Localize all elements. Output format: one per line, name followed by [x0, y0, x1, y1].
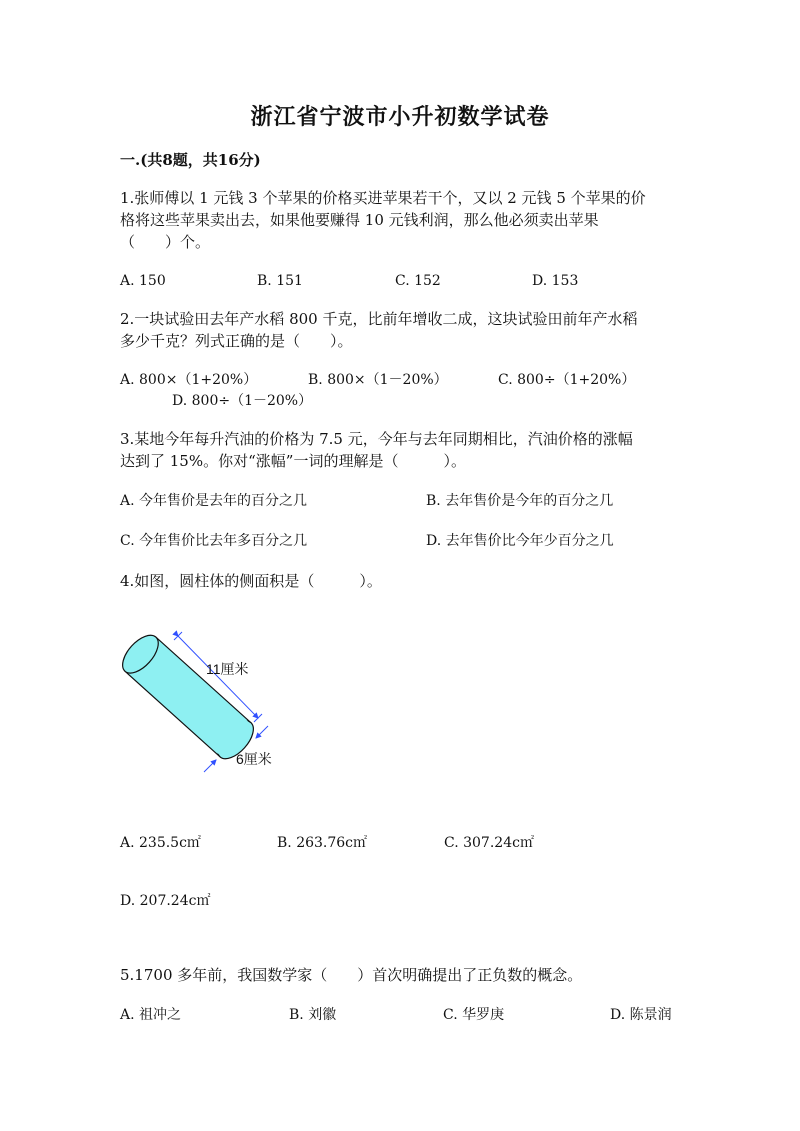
- cylinder-figure: [118, 622, 288, 782]
- question-4-option-c: C. 307.24c㎡: [444, 835, 534, 851]
- section-heading: 一.(共8题，共16分): [120, 151, 261, 169]
- question-2-line-2: 多少千克？列式正确的是（ ）。: [120, 332, 353, 350]
- length-label: 11厘米: [206, 661, 249, 677]
- question-2-option-b: B. 800×（1－20%）: [308, 372, 448, 388]
- question-1-option-c: C. 152: [395, 273, 441, 289]
- question-1-line-1: 1.张师傅以 1 元钱 3 个苹果的价格买进苹果若干个，又以 2 元钱 5 个苹果的价: [120, 189, 646, 207]
- question-1-option-d: D. 153: [532, 273, 579, 289]
- question-3-line-1: 3.某地今年每升汽油的价格为 7.5 元，今年与去年同期相比，汽油价格的涨幅: [120, 430, 633, 448]
- question-3-option-d: D. 去年售价比今年少百分之几: [426, 533, 614, 549]
- question-3-option-a: A. 今年售价是去年的百分之几: [120, 493, 308, 509]
- question-2-line-1: 2.一块试验田去年产水稻 800 千克，比前年增收二成，这块试验田前年产水稻: [120, 310, 638, 328]
- question-5-option-d: D. 陈景润: [610, 1007, 672, 1023]
- question-3-line-2: 达到了 15%。你对“涨幅”一词的理解是（ ）。: [120, 452, 466, 470]
- question-3-option-c: C. 今年售价比去年多百分之几: [120, 533, 308, 549]
- question-1-option-a: A. 150: [120, 273, 166, 289]
- page-title: 浙江省宁波市小升初数学试卷: [250, 104, 550, 130]
- question-1-option-b: B. 151: [257, 273, 303, 289]
- diameter-arrow-bottom: [204, 760, 216, 772]
- question-3-option-b: B. 去年售价是今年的百分之几: [426, 493, 614, 509]
- question-5-option-c: C. 华罗庚: [443, 1007, 505, 1023]
- question-2-option-d: D. 800÷（1－20%）: [172, 393, 313, 409]
- diameter-arrow-top: [256, 726, 268, 738]
- question-1-line-2: 格将这些苹果卖出去，如果他要赚得 10 元钱利润，那么他必须卖出苹果: [120, 211, 599, 229]
- question-5-line-1: 5.1700 多年前，我国数学家（ ）首次明确提出了正负数的概念。: [120, 966, 583, 984]
- question-2-option-a: A. 800×（1+20%）: [120, 372, 258, 388]
- question-1-line-3: （ ）个。: [120, 233, 211, 251]
- diameter-label: 6厘米: [236, 751, 272, 767]
- question-5-option-a: A. 祖冲之: [120, 1007, 182, 1023]
- question-4-option-b: B. 263.76c㎡: [277, 835, 368, 851]
- question-4-option-a: A. 235.5c㎡: [120, 835, 201, 851]
- question-5-option-b: B. 刘徽: [289, 1007, 337, 1023]
- question-4-line-1: 4.如图，圆柱体的侧面积是（ ）。: [120, 572, 382, 590]
- question-4-option-d: D. 207.24c㎡: [120, 893, 211, 909]
- question-2-option-c: C. 800÷（1+20%）: [498, 372, 636, 388]
